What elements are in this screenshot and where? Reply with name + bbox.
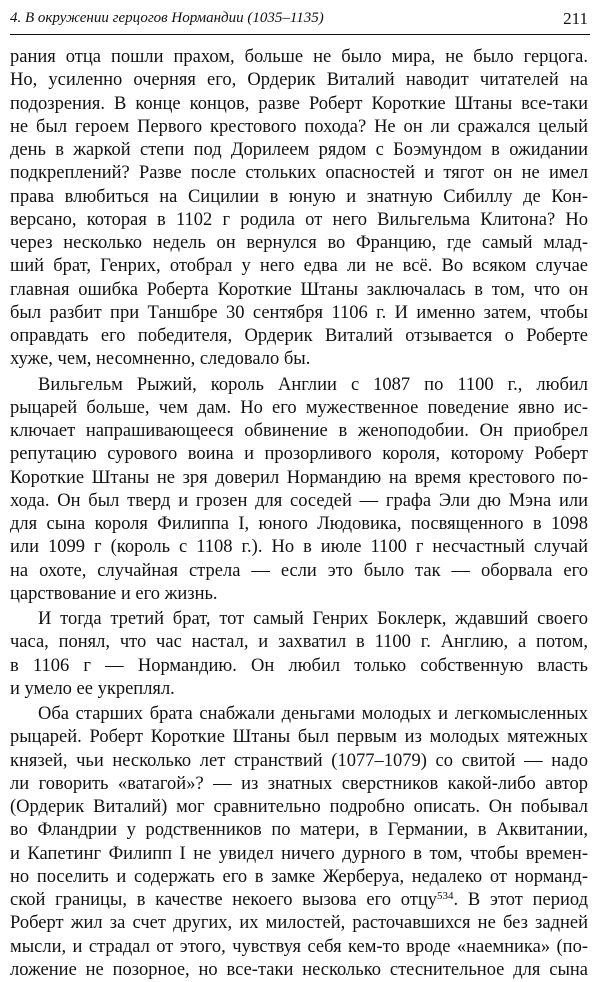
text-line: рыцарей. Роберт Короткие Штаны был первым из молодых мятежных — [10, 727, 588, 748]
text-line: рыцарей больше, чем дам. Но его мужественное поведение явно ис- — [10, 397, 588, 418]
text-line: ли говорить «ватагой»? — из знатных сверстников какой-либо автор — [10, 773, 588, 794]
text-line: рания отца пошли прахом, больше не было мира, не было герцога. — [10, 47, 588, 67]
text-line: права влюбиться на Сицилии в юную и знатную Сибиллу де Кон- — [10, 186, 588, 207]
text-fragment: . В этот период — [453, 890, 588, 910]
footnote-reference: 534 — [436, 890, 454, 902]
text-line: подкреплений? Разве после стольких опасностей и тягот он не имел — [10, 163, 588, 184]
text-line: мысли, и страдал от этого, чувствуя себя кем-то вроде «наемника» (по- — [10, 936, 588, 957]
paragraph — [10, 703, 588, 982]
text-line: Вильгельм Рыжий, король Англии с 1087 по 1100 г., любил — [38, 374, 588, 395]
text-line: ложение не позорное, но все-таки несколько стеснительное для сына — [10, 959, 588, 980]
text-line: репутацию сурового воина и прозорливого короля, которому Роберт — [10, 444, 588, 465]
text-line: во Фландрии у родственников по матери, в Германии, в Аквитании, — [10, 820, 588, 841]
text-line: и умело ее укреплял. — [10, 678, 175, 699]
text-line: не был героем Первого крестового похода? Не он ли сражался целый — [10, 116, 588, 137]
text-line: царствование и его жизнь. — [10, 583, 218, 604]
text-line: (Ордерик Виталий) мог сравнительно подробно описать. Он побывал — [10, 797, 588, 817]
text-line: подозрения. В конце концов, разве Роберт Короткие Штаны все-таки — [10, 93, 588, 114]
text-line: через несколько недель он вернулся во Францию, где самый млад- — [10, 233, 588, 253]
text-line: оправдать его победителя, Ордерик Виталий отзывается о Роберте — [10, 326, 588, 346]
text-line: часа, понял, что час настал, и захватил в 1100 г. Англию, а потом, — [10, 632, 588, 653]
text-line: Оба старших брата снабжали деньгами молодых и легкомысленных — [38, 704, 588, 724]
text-line: хода. Он был тверд и грозен для соседей — графа Эли дю Мэна или — [10, 490, 588, 511]
text-line: князей, чьи несколько лет странствий (1077–1079) со свитой — надо — [10, 750, 588, 771]
paragraph — [10, 608, 588, 701]
text-line-with-footnote — [10, 889, 588, 912]
paragraph — [10, 374, 588, 607]
body-text — [10, 46, 588, 982]
text-line: был разбит при Таншбре 30 сентября 1106 г. И именно затем, чтобы — [10, 302, 588, 323]
text-fragment: ской границы, в качестве некоего вызова его отцу — [10, 890, 437, 910]
text-line: главная ошибка Роберта Короткие Штаны заключалась в том, что он — [10, 279, 588, 300]
text-line: Короткие Штаны не зря доверил Нормандию на время крестового по- — [10, 467, 588, 488]
chapter-title: 4. В окружении герцогов Нормандии (1035–1135) — [10, 10, 324, 26]
text-line: хуже, чем, несомненно, следовало бы. — [10, 349, 311, 370]
text-line: Но, усиленно очерняя его, Ордерик Виталий наводит читателей на — [10, 70, 588, 91]
text-line: для сына короля Филиппа I, юного Людовика, посвященного в 1098 — [10, 514, 588, 534]
text-line: ший брат, Генрих, отобрал у него едва ли не всё. Во всяком случае — [10, 256, 588, 277]
text-line: версано, которая в 1102 г родила от него Вильгельма Клитона? Но — [10, 209, 588, 230]
text-line: или 1099 г (король с 1108 г.). Но в июле 1100 г несчастный случай — [10, 537, 588, 558]
text-line: на охоте, случайная стрела — если это было так — оборвала его — [10, 560, 588, 581]
page-number: 211 — [563, 9, 588, 28]
text-line: и Капетинг Филипп I не увидел ничего дурного в том, чтобы времен- — [10, 843, 588, 864]
text-line: И тогда третий брат, тот самый Генрих Боклерк, ждавший своего — [38, 609, 588, 629]
text-line: Роберт жил за счет других, их милостей, расточавшихся не без задней — [10, 913, 588, 934]
paragraph — [10, 46, 588, 372]
text-line: ключает напрашивающееся обвинение в женоподобии. Он приобрел — [10, 421, 588, 441]
text-line: но поселить и содержать его в замке Жерберуа, недалеко от норманд- — [10, 866, 588, 887]
running-header — [10, 4, 590, 35]
text-line: день в жаркой степи под Дорилеем рядом с Боэмундом в ожидании — [10, 140, 588, 160]
text-line: в 1106 г — Нормандию. Он любил только собственную власть — [10, 655, 588, 676]
